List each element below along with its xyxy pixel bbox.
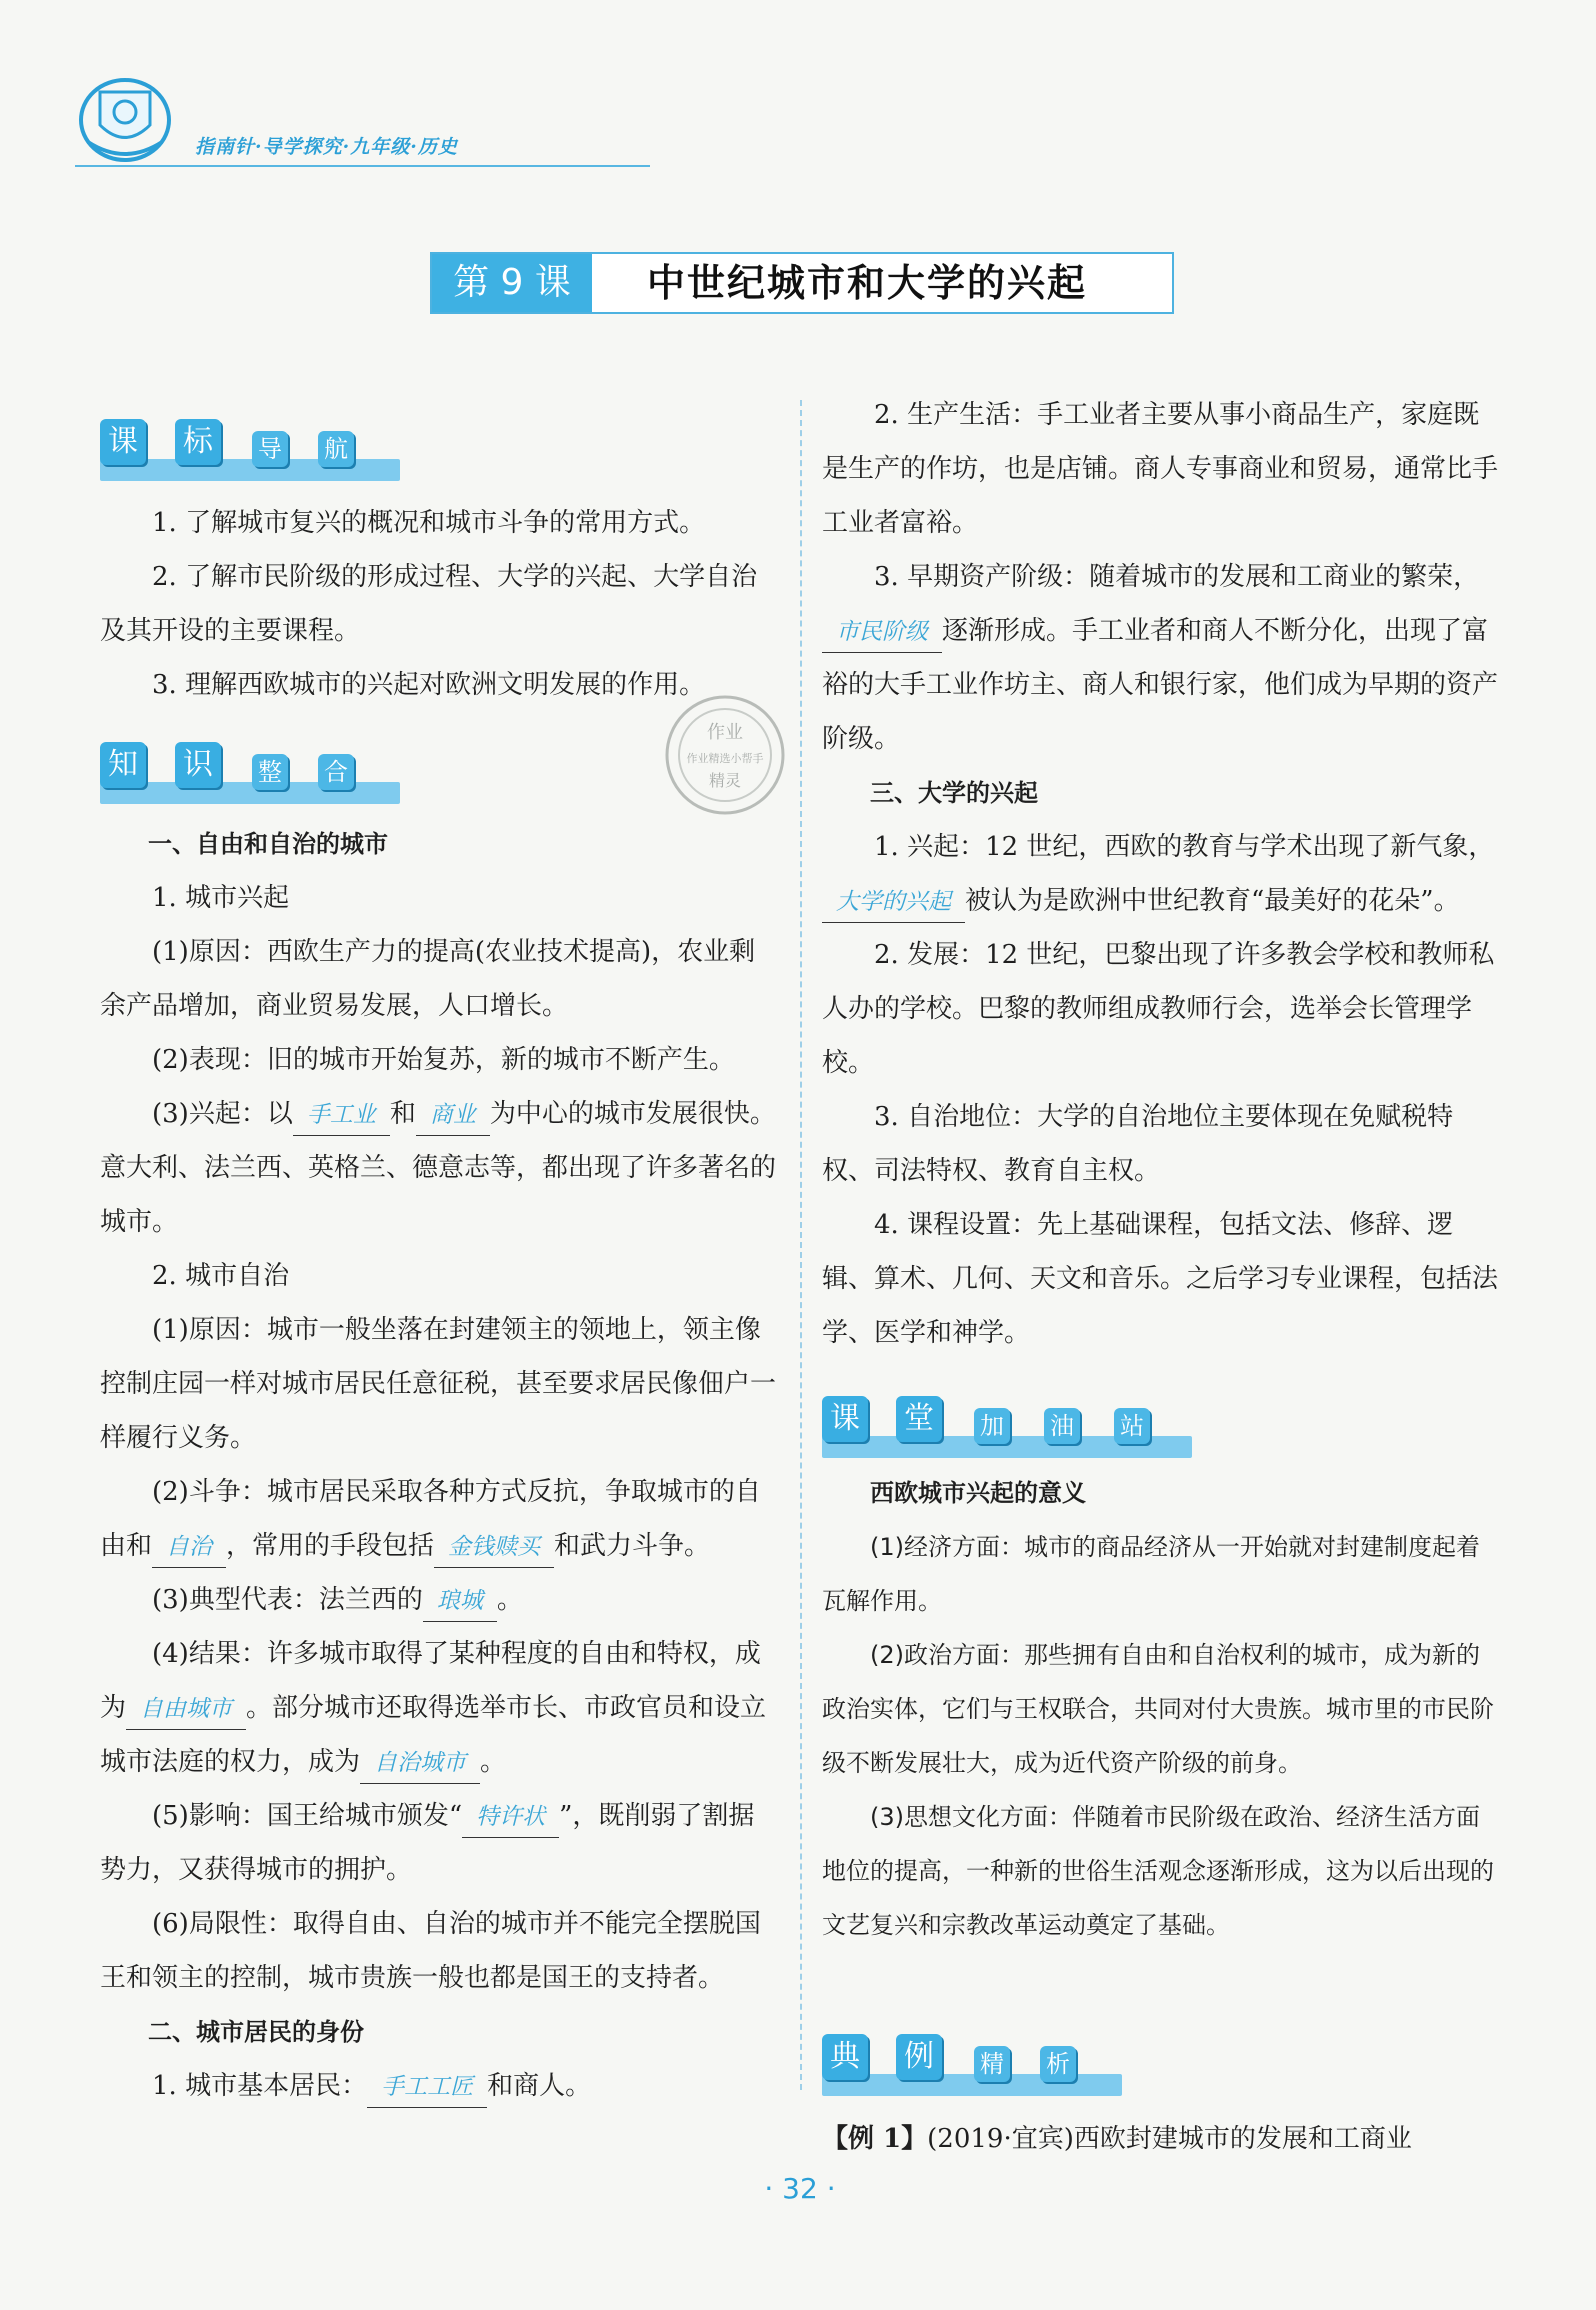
right-body-top [822,388,1502,1360]
stamp-line3: 精灵 [708,771,742,790]
banner-char: 课 [100,419,146,465]
banner-char: 析 [1040,2046,1076,2082]
banner-char: 导 [252,431,288,467]
lesson-title: 中世纪城市和大学的兴起 [647,261,1088,305]
school-shield-logo-icon [70,70,180,170]
lesson-number-badge: 第 9 课 [432,254,592,312]
homework-stamp-icon [660,690,790,820]
section-banner-zhishi [100,738,400,804]
answer-blank: 大学的兴起 [822,882,965,923]
knowledge-body [100,817,780,2113]
stamp-line1: 作业 [707,722,743,743]
answer-blank: 手工工匠 [367,2067,487,2108]
lesson-title-box [430,252,1174,314]
text-bourgeois: 3. 早期资产阶级：随着城市的发展和工商业的繁荣，市民阶级 逐渐形成。手工业者和商人不断分化，出现了富裕的大手工业作坊主、商人和银行家，他们成为早期的资产阶级。 [822,562,1499,754]
goal-item: 2. 了解市民阶级的形成过程、大学的兴起、大学自治及其开设的主要课程。 [100,562,758,646]
text-meaning-politics: (2)政治方面：那些拥有自由和自治权利的城市，成为新的政治实体，它们与王权联合，共同对付大贵族。城市里的市民阶级不断发展壮大，成为近代资产阶级的前身。 [822,1641,1494,1777]
goal-item: 1. 了解城市复兴的概况和城市斗争的常用方式。 [152,508,706,538]
text-rise-reason: (1)原因：西欧生产力的提高(农业技术提高)，农业剩余产品增加，商业贸易发展，人口增长。 [100,937,756,1021]
section-banner-dianli [822,2030,1122,2096]
section-banner-kebiao [100,415,400,481]
series-title: 指南针·导学探究·九年级·历史 [195,136,458,158]
answer-blank: 商业 [416,1095,490,1136]
banner-char: 站 [1114,1408,1150,1444]
text-univ-develop: 2. 发展：12 世纪，巴黎出现了许多教会学校和教师私人办的学校。巴黎的教师组成教师行会，选举会长管理学校。 [822,940,1495,1078]
text-univ-rise: 1. 兴起：12 世纪，西欧的教育与学术出现了新气象，大学的兴起 被认为是欧洲中世纪教育“最美好的花朵”。 [822,820,1502,928]
banner-char: 例 [896,2034,942,2080]
example-tag: 【例 1】 [822,2124,928,2154]
answer-blank: 市民阶级 [822,612,942,653]
example-text: 【例 1】(2019·宜宾)西欧封建城市的发展和工商业 [822,2124,1412,2154]
banner-char: 合 [318,754,354,790]
answer-blank: 自由城市 [126,1689,246,1730]
banner-char: 课 [822,1396,868,1442]
text-meaning-econ: (1)经济方面：城市的商品经济从一开始就对封建制度起着瓦解作用。 [822,1533,1480,1615]
example-line [822,2112,1502,2166]
text-auto-reason: (1)原因：城市一般坐落在封建领主的领地上，领主像控制庄园一样对城市居民任意征税，甚至要求居民像佃户一样履行义务。 [100,1315,777,1453]
banner-char: 识 [175,742,221,788]
stamp-line2: 作业精选小帮手 [686,752,764,765]
answer-blank: 金钱赎买 [434,1527,554,1568]
banner-char: 堂 [896,1396,942,1442]
answer-blank: 手工业 [293,1095,390,1136]
text-rise-show: (2)表现：旧的城市开始复苏，新的城市不断产生。 [152,1045,735,1075]
text-auto-fight: (2)斗争：城市居民采取各种方式反抗，争取城市的自由和 自治 ，常用的手段包括 金钱赎买 和武力斗争。 [100,1465,780,1573]
banner-char: 标 [175,419,221,465]
text-identity-1: 1. 城市基本居民： 手工工匠 和商人。 [100,2059,780,2113]
banner-char: 航 [318,431,354,467]
answer-blank: 自治城市 [360,1743,480,1784]
significance-box [822,1466,1502,1952]
text-univ-autonomy: 3. 自治地位：大学的自治地位主要体现在免赋税特权、司法特权、教育自主权。 [822,1102,1454,1186]
text-rise-center: (3)兴起：以 手工业 和 商业 为中心的城市发展很快。意大利、法兰西、英格兰、德意志等，都出现了许多著名的城市。 [100,1087,780,1249]
heading-significance: 西欧城市兴起的意义 [870,1479,1086,1507]
banner-char: 知 [100,742,146,788]
heading-university: 三、大学的兴起 [870,779,1038,807]
answer-blank: 自治 [152,1527,226,1568]
section-banner-ketang [822,1392,1192,1458]
heading-free-city: 一、自由和自治的城市 [148,830,388,858]
text-auto-typical: (3)典型代表：法兰西的 琅城 。 [100,1573,780,1627]
goal-item: 3. 理解西欧城市的兴起对欧洲文明发展的作用。 [152,670,706,700]
text-meaning-culture: (3)思想文化方面：伴随着市民阶级在政治、经济生活方面地位的提高，一种新的世俗生活观念逐渐形成，这为以后出现的文艺复兴和宗教改革运动奠定了基础。 [822,1803,1494,1939]
heading-city-autonomy: 2. 城市自治 [152,1261,290,1291]
text-univ-courses: 4. 课程设置：先上基础课程，包括文法、修辞、逻辑、算术、几何、天文和音乐。之后学习专业课程，包括法学、医学和神学。 [822,1210,1499,1348]
banner-char: 油 [1044,1408,1080,1444]
text-life: 2. 生产生活：手工业者主要从事小商品生产，家庭既是生产的作坊，也是店铺。商人专事商业和贸易，通常比手工业者富裕。 [822,400,1499,538]
heading-city-rise: 1. 城市兴起 [152,883,290,913]
text-auto-impact: (5)影响：国王给城市颁发“ 特许状 ”，既削弱了割据势力，又获得城市的拥护。 [100,1789,780,1897]
heading-identity: 二、城市居民的身份 [148,2018,364,2046]
learning-goals [100,496,780,712]
header-rule [75,165,650,167]
text-auto-result: (4)结果：许多城市取得了某种程度的自由和特权，成为 自由城市 。部分城市还取得选举市长、市政官员和设立城市法庭的权力，成为 自治城市 。 [100,1627,780,1789]
page-number: · 32 · [764,2172,836,2205]
answer-blank: 特许状 [462,1797,559,1838]
banner-char: 精 [974,2046,1010,2082]
banner-char: 典 [822,2034,868,2080]
text-auto-limit: (6)局限性：取得自由、自治的城市并不能完全摆脱国王和领主的控制，城市贵族一般也都是国王的支持者。 [100,1909,761,1993]
page-header [70,70,650,170]
answer-blank: 琅城 [423,1581,497,1622]
column-divider [800,400,802,2090]
banner-char: 加 [974,1408,1010,1444]
banner-char: 整 [252,754,288,790]
